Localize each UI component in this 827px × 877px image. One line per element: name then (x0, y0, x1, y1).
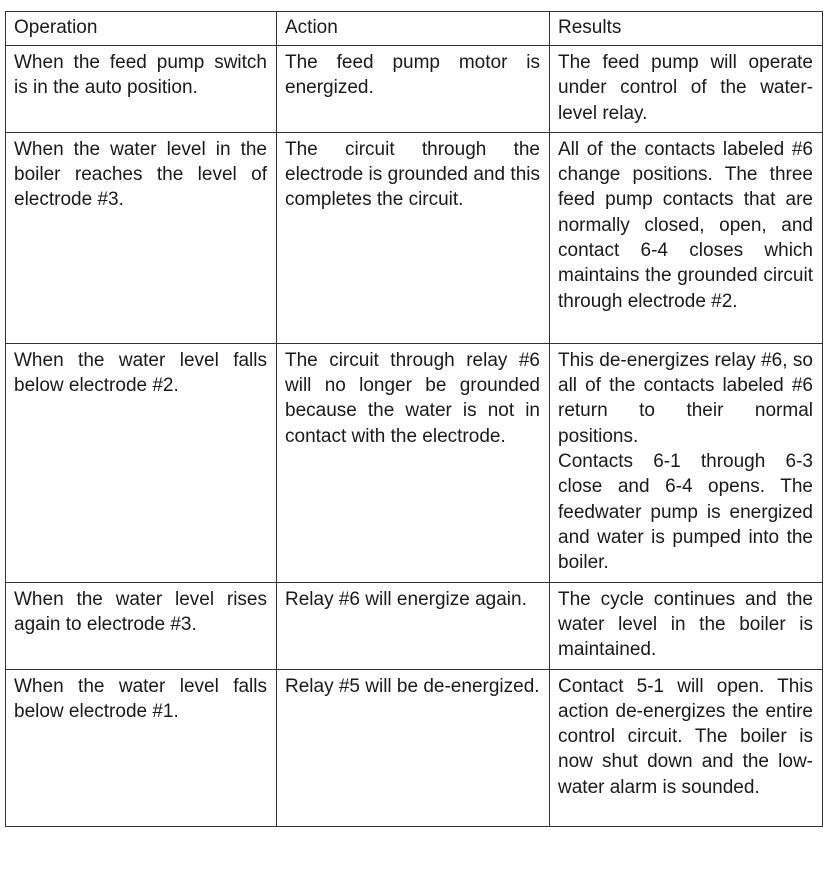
results-text: Contact 5-1 will open. This action de-energizes the entire control circuit. The boiler is now shut down and the low-water alarm is sounded. (558, 675, 813, 798)
results-text: The cycle continues and the water level in the boiler is maintained. (558, 588, 813, 661)
operation-table (5, 11, 823, 827)
results-cell (550, 46, 823, 133)
results-text: Contacts 6-1 through 6-3 close and 6-4 opens. The feedwater pump is energized and water is pumped into the boiler. (558, 451, 813, 574)
operation-cell: When the water level falls below electrode #2. (6, 343, 277, 582)
operation-cell: When the water level in the boiler reaches the level of electrode #3. (6, 132, 277, 343)
table-row (6, 669, 823, 826)
header-operation: Operation (6, 12, 277, 46)
table-row (6, 46, 823, 133)
results-cell (550, 343, 823, 582)
action-cell: The circuit through relay #6 will no longer be grounded because the water is not in contact with the electrode. (277, 343, 550, 582)
table-row (6, 582, 823, 669)
operation-cell: When the feed pump switch is in the auto position. (6, 46, 277, 133)
action-cell: Relay #6 will energize again. (277, 582, 550, 669)
action-cell: The feed pump motor is energized. (277, 46, 550, 133)
table-row (6, 132, 823, 343)
results-cell (550, 582, 823, 669)
results-cell (550, 132, 823, 343)
header-row (6, 12, 823, 46)
results-text: All of the contacts labeled #6 change positions. The three feed pump contacts that are normally closed, open, and contact 6-4 closes which maintains the grounded circuit through electrode #2. (558, 138, 813, 312)
table-row (6, 343, 823, 582)
action-cell: The circuit through the electrode is grounded and this completes the circuit. (277, 132, 550, 343)
operation-cell: When the water level falls below electrode #1. (6, 669, 277, 826)
header-action: Action (277, 12, 550, 46)
operation-cell: When the water level rises again to electrode #3. (6, 582, 277, 669)
results-text: The feed pump will operate under control of the water-level relay. (558, 52, 813, 124)
results-cell (550, 669, 823, 826)
results-text: This de-energizes relay #6, so all of the contacts labeled #6 return to their normal positions. (558, 349, 813, 447)
action-cell: Relay #5 will be de-energized. (277, 669, 550, 826)
header-results: Results (550, 12, 823, 46)
